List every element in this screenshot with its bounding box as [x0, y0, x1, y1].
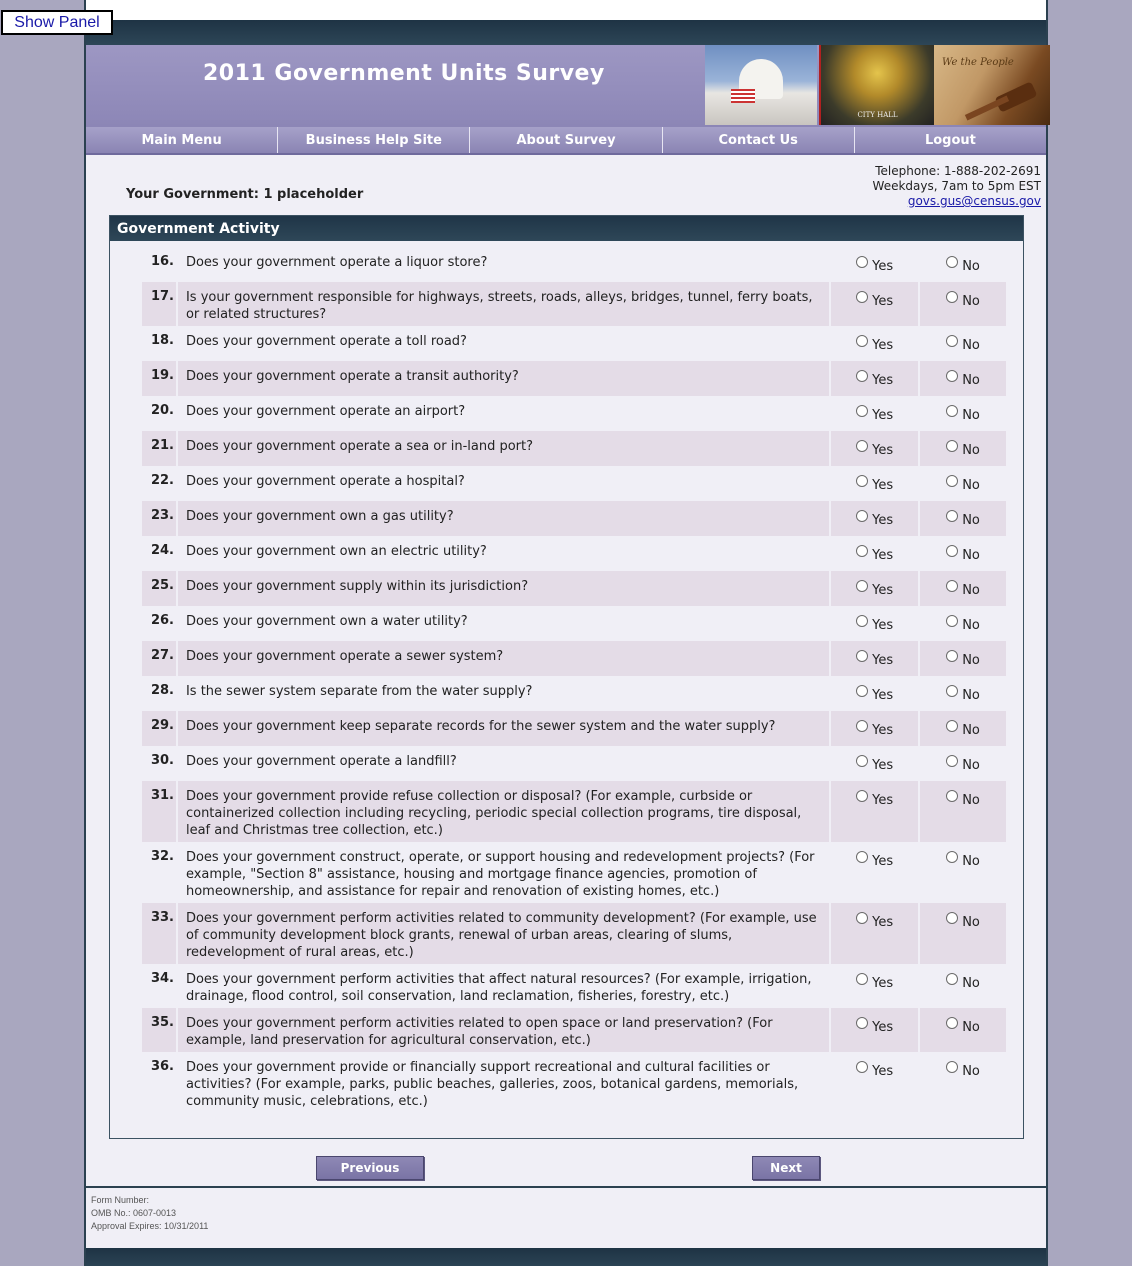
question-row [142, 361, 1006, 396]
no-cell [920, 501, 1006, 536]
question-row [142, 396, 1006, 431]
radio-circle-icon[interactable] [946, 1017, 958, 1029]
page-title: 2011 Government Units Survey [203, 61, 605, 86]
question-text: Does your government operate a sea or in-land port? [178, 431, 829, 466]
previous-button[interactable]: Previous [316, 1156, 424, 1180]
no-cell [920, 571, 1006, 606]
your-government-label: Your Government: 1 placeholder [126, 187, 364, 202]
radio-circle-icon[interactable] [946, 755, 958, 767]
question-text: Does your government operate a toll road? [185, 334, 467, 349]
question-number: 18. [150, 333, 174, 348]
yes-radio[interactable] [856, 373, 893, 388]
yes-cell [831, 676, 918, 711]
yes-radio[interactable] [856, 758, 893, 773]
no-radio[interactable] [946, 723, 980, 738]
question-number: 19. [142, 361, 176, 396]
no-cell [920, 361, 1006, 396]
question-number: 27. [142, 641, 176, 676]
question-number: 21. [142, 431, 176, 466]
question-text: Does your government perform activities related to community development? (For example, use of community development block grants, renewal of urban areas, clearing of slums, redevelopment of rural areas, etc.) [178, 903, 829, 964]
no-radio[interactable] [946, 548, 980, 563]
question-number: 25. [142, 571, 176, 606]
question-text: Does your government operate a landfill? [185, 754, 457, 769]
yes-label: Yes [872, 1063, 894, 1079]
yes-label: Yes [872, 442, 894, 458]
next-button[interactable]: Next [752, 1156, 820, 1180]
no-radio[interactable] [946, 408, 980, 423]
yes-cell [831, 606, 918, 641]
gavel-photo [934, 45, 1050, 125]
question-row [142, 1008, 1006, 1052]
no-cell [920, 842, 1006, 903]
no-cell [920, 431, 1006, 466]
yes-label: Yes [872, 722, 894, 738]
question-number: 24. [150, 543, 174, 558]
no-radio[interactable] [946, 478, 980, 493]
radio-circle-icon[interactable] [856, 405, 868, 417]
no-label: No [962, 1019, 980, 1035]
yes-radio[interactable] [856, 1020, 893, 1035]
no-label: No [962, 652, 980, 668]
yes-label: Yes [872, 687, 894, 703]
question-row [142, 1052, 1006, 1113]
no-label: No [962, 582, 980, 598]
government-activity-section [109, 215, 1024, 1139]
nav-business-help-site[interactable]: Business Help Site [278, 127, 470, 153]
yes-cell [831, 1008, 918, 1052]
question-text: Does your government supply within its jurisdiction? [178, 571, 829, 606]
main-nav [86, 127, 1046, 155]
no-label: No [962, 293, 980, 309]
yes-label: Yes [872, 547, 894, 563]
form-info [91, 1194, 208, 1233]
no-label: No [962, 975, 980, 991]
yes-cell [831, 964, 918, 1008]
question-number: 28. [150, 683, 174, 698]
yes-radio[interactable] [856, 583, 893, 598]
no-cell [920, 326, 1006, 361]
yes-cell [831, 466, 918, 501]
question-text: Does your government perform activities related to open space or land preservation? (For example, land preservation for agricultural conservation, etc.) [178, 1008, 829, 1052]
radio-circle-icon[interactable] [856, 580, 868, 592]
yes-label: Yes [872, 1019, 894, 1035]
no-label: No [962, 792, 980, 808]
radio-circle-icon[interactable] [856, 291, 868, 303]
nav-about-survey[interactable]: About Survey [470, 127, 662, 153]
yes-label: Yes [872, 293, 894, 309]
question-text: Does your government own an electric utility? [185, 544, 487, 559]
omb-number: OMB No.: 0607-0013 [91, 1208, 177, 1218]
question-number: 17. [142, 282, 176, 326]
header-bar [86, 20, 1046, 45]
question-row [142, 676, 1006, 711]
no-label: No [962, 407, 980, 423]
yes-label: Yes [872, 582, 894, 598]
yes-cell [831, 571, 918, 606]
no-radio[interactable] [946, 338, 980, 353]
yes-label: Yes [872, 853, 894, 869]
question-row [142, 842, 1006, 903]
page-container [84, 0, 1048, 1266]
no-radio[interactable] [946, 583, 980, 598]
radio-circle-icon[interactable] [856, 1017, 868, 1029]
question-text: Does your government operate a hospital? [185, 474, 465, 489]
question-number: 29. [142, 711, 176, 746]
yes-radio[interactable] [856, 854, 893, 869]
radio-circle-icon[interactable] [856, 370, 868, 382]
yes-cell [831, 501, 918, 536]
radio-circle-icon[interactable] [946, 475, 958, 487]
city-hall-caption: CITY HALL [857, 111, 898, 119]
constitution-script: We the People [942, 57, 1014, 68]
footer-bar [86, 1248, 1046, 1266]
yes-radio[interactable] [856, 294, 893, 309]
yes-label: Yes [872, 258, 894, 274]
no-cell [920, 247, 1006, 282]
radio-circle-icon[interactable] [946, 790, 958, 802]
radio-circle-icon[interactable] [856, 851, 868, 863]
radio-circle-icon[interactable] [856, 912, 868, 924]
radio-circle-icon[interactable] [946, 545, 958, 557]
radio-circle-icon[interactable] [856, 755, 868, 767]
questions-table [142, 247, 1006, 1113]
yes-label: Yes [872, 407, 894, 423]
no-radio[interactable] [946, 976, 980, 991]
question-row [142, 606, 1006, 641]
question-row [142, 746, 1006, 781]
question-text: Does your government construct, operate, or support housing and redevelopment projects? (For example, "Section 8" assistance, housing and mortgage finance agencies, promotion of homeownership, and assistance for repair and renovation of existing homes, etc.) [185, 850, 815, 899]
radio-circle-icon[interactable] [856, 335, 868, 347]
question-row [142, 641, 1006, 676]
question-row [142, 536, 1006, 571]
yes-cell [831, 247, 918, 282]
no-cell [920, 282, 1006, 326]
radio-circle-icon[interactable] [856, 545, 868, 557]
no-radio[interactable] [946, 618, 980, 633]
no-radio[interactable] [946, 294, 980, 309]
radio-circle-icon[interactable] [946, 256, 958, 268]
question-text: Does your government operate a transit authority? [178, 361, 829, 396]
radio-circle-icon[interactable] [946, 370, 958, 382]
yes-cell [831, 781, 918, 842]
radio-circle-icon[interactable] [946, 912, 958, 924]
question-row [142, 326, 1006, 361]
yes-label: Yes [872, 757, 894, 773]
form-number: Form Number: [91, 1195, 150, 1205]
top-strip [86, 0, 1046, 20]
no-cell [920, 746, 1006, 781]
no-cell [920, 396, 1006, 431]
contact-info [873, 164, 1041, 209]
yes-cell [831, 711, 918, 746]
question-row [142, 501, 1006, 536]
no-label: No [962, 442, 980, 458]
radio-circle-icon[interactable] [856, 510, 868, 522]
question-number: 20. [150, 403, 174, 418]
radio-circle-icon[interactable] [856, 685, 868, 697]
nav-contact-us[interactable]: Contact Us [663, 127, 855, 153]
yes-label: Yes [872, 512, 894, 528]
yes-radio[interactable] [856, 793, 893, 808]
question-text: Does your government keep separate records for the sewer system and the water supply? [178, 711, 829, 746]
question-number: 16. [150, 254, 174, 269]
radio-circle-icon[interactable] [856, 720, 868, 732]
radio-circle-icon[interactable] [946, 650, 958, 662]
no-radio[interactable] [946, 259, 980, 274]
radio-circle-icon[interactable] [946, 851, 958, 863]
no-radio[interactable] [946, 758, 980, 773]
yes-radio[interactable] [856, 976, 893, 991]
yes-radio[interactable] [856, 259, 893, 274]
no-label: No [962, 687, 980, 703]
no-radio[interactable] [946, 653, 980, 668]
no-radio[interactable] [946, 373, 980, 388]
yes-cell [831, 361, 918, 396]
yes-radio[interactable] [856, 1064, 893, 1079]
no-label: No [962, 372, 980, 388]
yes-radio[interactable] [856, 688, 893, 703]
question-row [142, 964, 1006, 1008]
radio-circle-icon[interactable] [946, 405, 958, 417]
radio-circle-icon[interactable] [856, 1061, 868, 1073]
question-text: Does your government own a gas utility? [178, 501, 829, 536]
yes-label: Yes [872, 792, 894, 808]
no-radio[interactable] [946, 1020, 980, 1035]
radio-circle-icon[interactable] [946, 1061, 958, 1073]
radio-circle-icon[interactable] [856, 440, 868, 452]
no-radio[interactable] [946, 793, 980, 808]
radio-circle-icon[interactable] [946, 580, 958, 592]
yes-label: Yes [872, 652, 894, 668]
question-row [142, 466, 1006, 501]
yes-cell [831, 746, 918, 781]
yes-radio[interactable] [856, 408, 893, 423]
contact-hours: Weekdays, 7am to 5pm EST [872, 179, 1041, 193]
yes-cell [831, 641, 918, 676]
no-label: No [962, 337, 980, 353]
flag-shape [731, 89, 755, 103]
yes-radio[interactable] [856, 443, 893, 458]
no-cell [920, 781, 1006, 842]
no-cell [920, 536, 1006, 571]
no-label: No [962, 914, 980, 930]
no-cell [920, 466, 1006, 501]
yes-cell [831, 536, 918, 571]
radio-circle-icon[interactable] [946, 973, 958, 985]
show-panel-button[interactable]: Show Panel [1, 10, 113, 35]
no-cell [920, 964, 1006, 1008]
yes-radio[interactable] [856, 548, 893, 563]
question-row [142, 781, 1006, 842]
radio-circle-icon[interactable] [856, 615, 868, 627]
no-label: No [962, 258, 980, 274]
question-text: Does your government perform activities that affect natural resources? (For example, irrigation, drainage, flood control, soil conservation, land reclamation, fisheries, forestry, etc.) [185, 972, 812, 1004]
no-label: No [962, 757, 980, 773]
yes-label: Yes [872, 975, 894, 991]
section-header: Government Activity [110, 216, 1023, 241]
no-label: No [962, 1063, 980, 1079]
radio-circle-icon[interactable] [856, 790, 868, 802]
question-number: 23. [142, 501, 176, 536]
no-cell [920, 606, 1006, 641]
yes-radio[interactable] [856, 338, 893, 353]
yes-cell [831, 842, 918, 903]
radio-circle-icon[interactable] [856, 475, 868, 487]
radio-circle-icon[interactable] [946, 291, 958, 303]
radio-circle-icon[interactable] [856, 256, 868, 268]
question-number: 22. [150, 473, 174, 488]
question-row [142, 903, 1006, 964]
no-label: No [962, 617, 980, 633]
no-label: No [962, 512, 980, 528]
contact-email-link[interactable]: govs.gus@census.gov [907, 194, 1041, 208]
no-radio[interactable] [946, 688, 980, 703]
yes-cell [831, 396, 918, 431]
no-radio[interactable] [946, 443, 980, 458]
radio-circle-icon[interactable] [946, 720, 958, 732]
radio-circle-icon[interactable] [856, 973, 868, 985]
question-number: 36. [150, 1059, 174, 1074]
yes-label: Yes [872, 477, 894, 493]
yes-label: Yes [872, 372, 894, 388]
capitol-photo [705, 45, 817, 125]
nav-main-menu[interactable]: Main Menu [86, 127, 278, 153]
yes-radio[interactable] [856, 618, 893, 633]
footer-divider [86, 1186, 1046, 1188]
yes-label: Yes [872, 337, 894, 353]
question-number: 34. [150, 971, 174, 986]
no-radio[interactable] [946, 915, 980, 930]
yes-label: Yes [872, 914, 894, 930]
yes-radio[interactable] [856, 915, 893, 930]
yes-radio[interactable] [856, 478, 893, 493]
question-text: Does your government provide refuse collection or disposal? (For example, curbside or containerized collection including recycling, periodic special collection programs, tire disposal, leaf and Christmas tree collection, etc.) [178, 781, 829, 842]
question-number: 30. [150, 753, 174, 768]
question-row [142, 711, 1006, 746]
question-text: Does your government operate an airport? [185, 404, 466, 419]
question-number: 33. [142, 903, 176, 964]
no-label: No [962, 477, 980, 493]
yes-radio[interactable] [856, 723, 893, 738]
contact-telephone: Telephone: 1-888-202-2691 [875, 164, 1041, 178]
question-number: 31. [142, 781, 176, 842]
yes-cell [831, 1052, 918, 1113]
no-radio[interactable] [946, 513, 980, 528]
question-number: 26. [150, 613, 174, 628]
no-radio[interactable] [946, 854, 980, 869]
question-text: Is your government responsible for highways, streets, roads, alleys, bridges, tunnel, ferry boats, or related structures? [178, 282, 829, 326]
yes-radio[interactable] [856, 653, 893, 668]
yes-radio[interactable] [856, 513, 893, 528]
question-number: 32. [150, 849, 174, 864]
question-text: Does your government operate a liquor store? [185, 255, 488, 270]
radio-circle-icon[interactable] [946, 615, 958, 627]
no-label: No [962, 722, 980, 738]
question-number: 35. [142, 1008, 176, 1052]
no-radio[interactable] [946, 1064, 980, 1079]
no-label: No [962, 547, 980, 563]
no-cell [920, 676, 1006, 711]
nav-logout[interactable]: Logout [924, 133, 976, 148]
no-cell [920, 641, 1006, 676]
yes-cell [831, 326, 918, 361]
approval-expires: Approval Expires: 10/31/2011 [91, 1221, 209, 1231]
question-row [142, 282, 1006, 326]
city-hall-photo [819, 45, 936, 125]
radio-circle-icon[interactable] [946, 440, 958, 452]
question-text: Does your government provide or financially support recreational and cultural facilities or activities? (For example, parks, public beaches, galleries, zoos, botanical gardens, memorials, community music, celebrations, etc.) [185, 1060, 799, 1109]
banner [86, 45, 1046, 127]
question-row [142, 571, 1006, 606]
question-text: Does your government operate a sewer system? [178, 641, 829, 676]
yes-cell [831, 282, 918, 326]
no-cell [920, 1008, 1006, 1052]
question-text: Is the sewer system separate from the water supply? [185, 684, 533, 699]
no-cell [920, 1052, 1006, 1113]
radio-circle-icon[interactable] [946, 335, 958, 347]
yes-label: Yes [872, 617, 894, 633]
radio-circle-icon[interactable] [946, 510, 958, 522]
no-cell [920, 903, 1006, 964]
yes-cell [831, 431, 918, 466]
no-cell [920, 711, 1006, 746]
radio-circle-icon[interactable] [946, 685, 958, 697]
yes-cell [831, 903, 918, 964]
question-row [142, 431, 1006, 466]
radio-circle-icon[interactable] [856, 650, 868, 662]
question-text: Does your government own a water utility? [185, 614, 468, 629]
question-row [142, 247, 1006, 282]
no-label: No [962, 853, 980, 869]
